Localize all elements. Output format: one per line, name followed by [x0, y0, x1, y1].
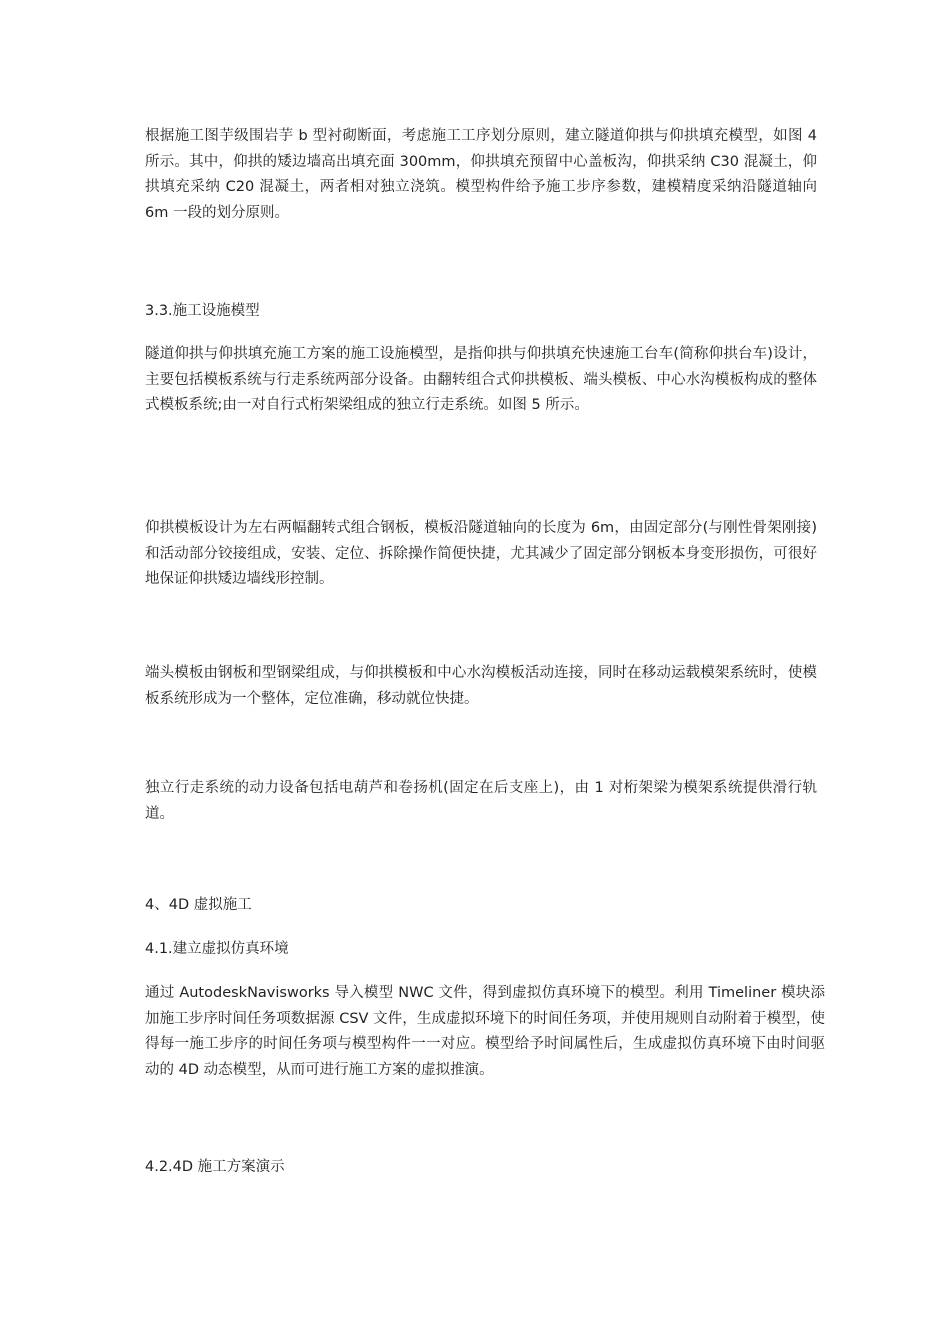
- section-heading-4-1: 4.1.建立虚拟仿真环境: [145, 941, 289, 957]
- paragraph-virtual-environment: 通过 AutodeskNavisworks 导入模型 NWC 文件，得到虚拟仿真环境下的模型。利用 Timeliner 模块添加施工步序时间任务项数据源 CSV 文件，生成虚拟环境下的时间任务项，并使用规则自动附着于模型，使得每一施工步序的时间任务项与模型构件一一对应。模型给予时间属性后，生成虚拟仿真环境下由时间驱动的 4D 动态模型，从而可进行施工方案的虚拟推演。: [145, 985, 825, 1078]
- section-heading-4: 4、4D 虚拟施工: [145, 897, 252, 913]
- paragraph-invert-arch-model: 根据施工图芋级围岩芋 b 型衬砌断面，考虑施工工序划分原则，建立隧道仰拱与仰拱填充模型，如图 4 所示。其中，仰拱的矮边墙高出填充面 300mm，仰拱填充预留中心盖板沟，仰拱采纳 C30 混凝土，仰拱填充采纳 C20 混凝土，两者相对独立浇筑。模型构件给予施工步序参数，建模精度采纳沿隧道轴向 6m 一段的划分原则。: [145, 128, 817, 221]
- paragraph-walking-system: 独立行走系统的动力设备包括电葫芦和卷扬机(固定在后支座上)，由 1 对桁架梁为模架系统提供滑行轨道。: [145, 780, 817, 822]
- paragraph-arch-formwork: 仰拱模板设计为左右两幅翻转式组合钢板，模板沿隧道轴向的长度为 6m，由固定部分(与刚性骨架刚接)和活动部分铰接组成，安装、定位、拆除操作简便快捷，尤其减少了固定部分钢板本身变形损伤，可很好地保证仰拱矮边墙线形控制。: [145, 520, 817, 587]
- section-heading-4-2: 4.2.4D 施工方案演示: [145, 1159, 285, 1175]
- paragraph-end-formwork: 端头模板由钢板和型钢梁组成，与仰拱模板和中心水沟模板活动连接，同时在移动运载模架系统时，使模板系统形成为一个整体，定位准确，移动就位快捷。: [145, 665, 817, 707]
- section-heading-3-3: 3.3.施工设施模型: [145, 303, 260, 319]
- paragraph-facility-model: 隧道仰拱与仰拱填充施工方案的施工设施模型，是指仰拱与仰拱填充快速施工台车(简称仰拱台车)设计，主要包括模板系统与行走系统两部分设备。由翻转组合式仰拱模板、端头模板、中心水沟模板构成的整体式模板系统;由一对自行式桁架梁组成的独立行走系统。如图 5 所示。: [145, 346, 817, 413]
